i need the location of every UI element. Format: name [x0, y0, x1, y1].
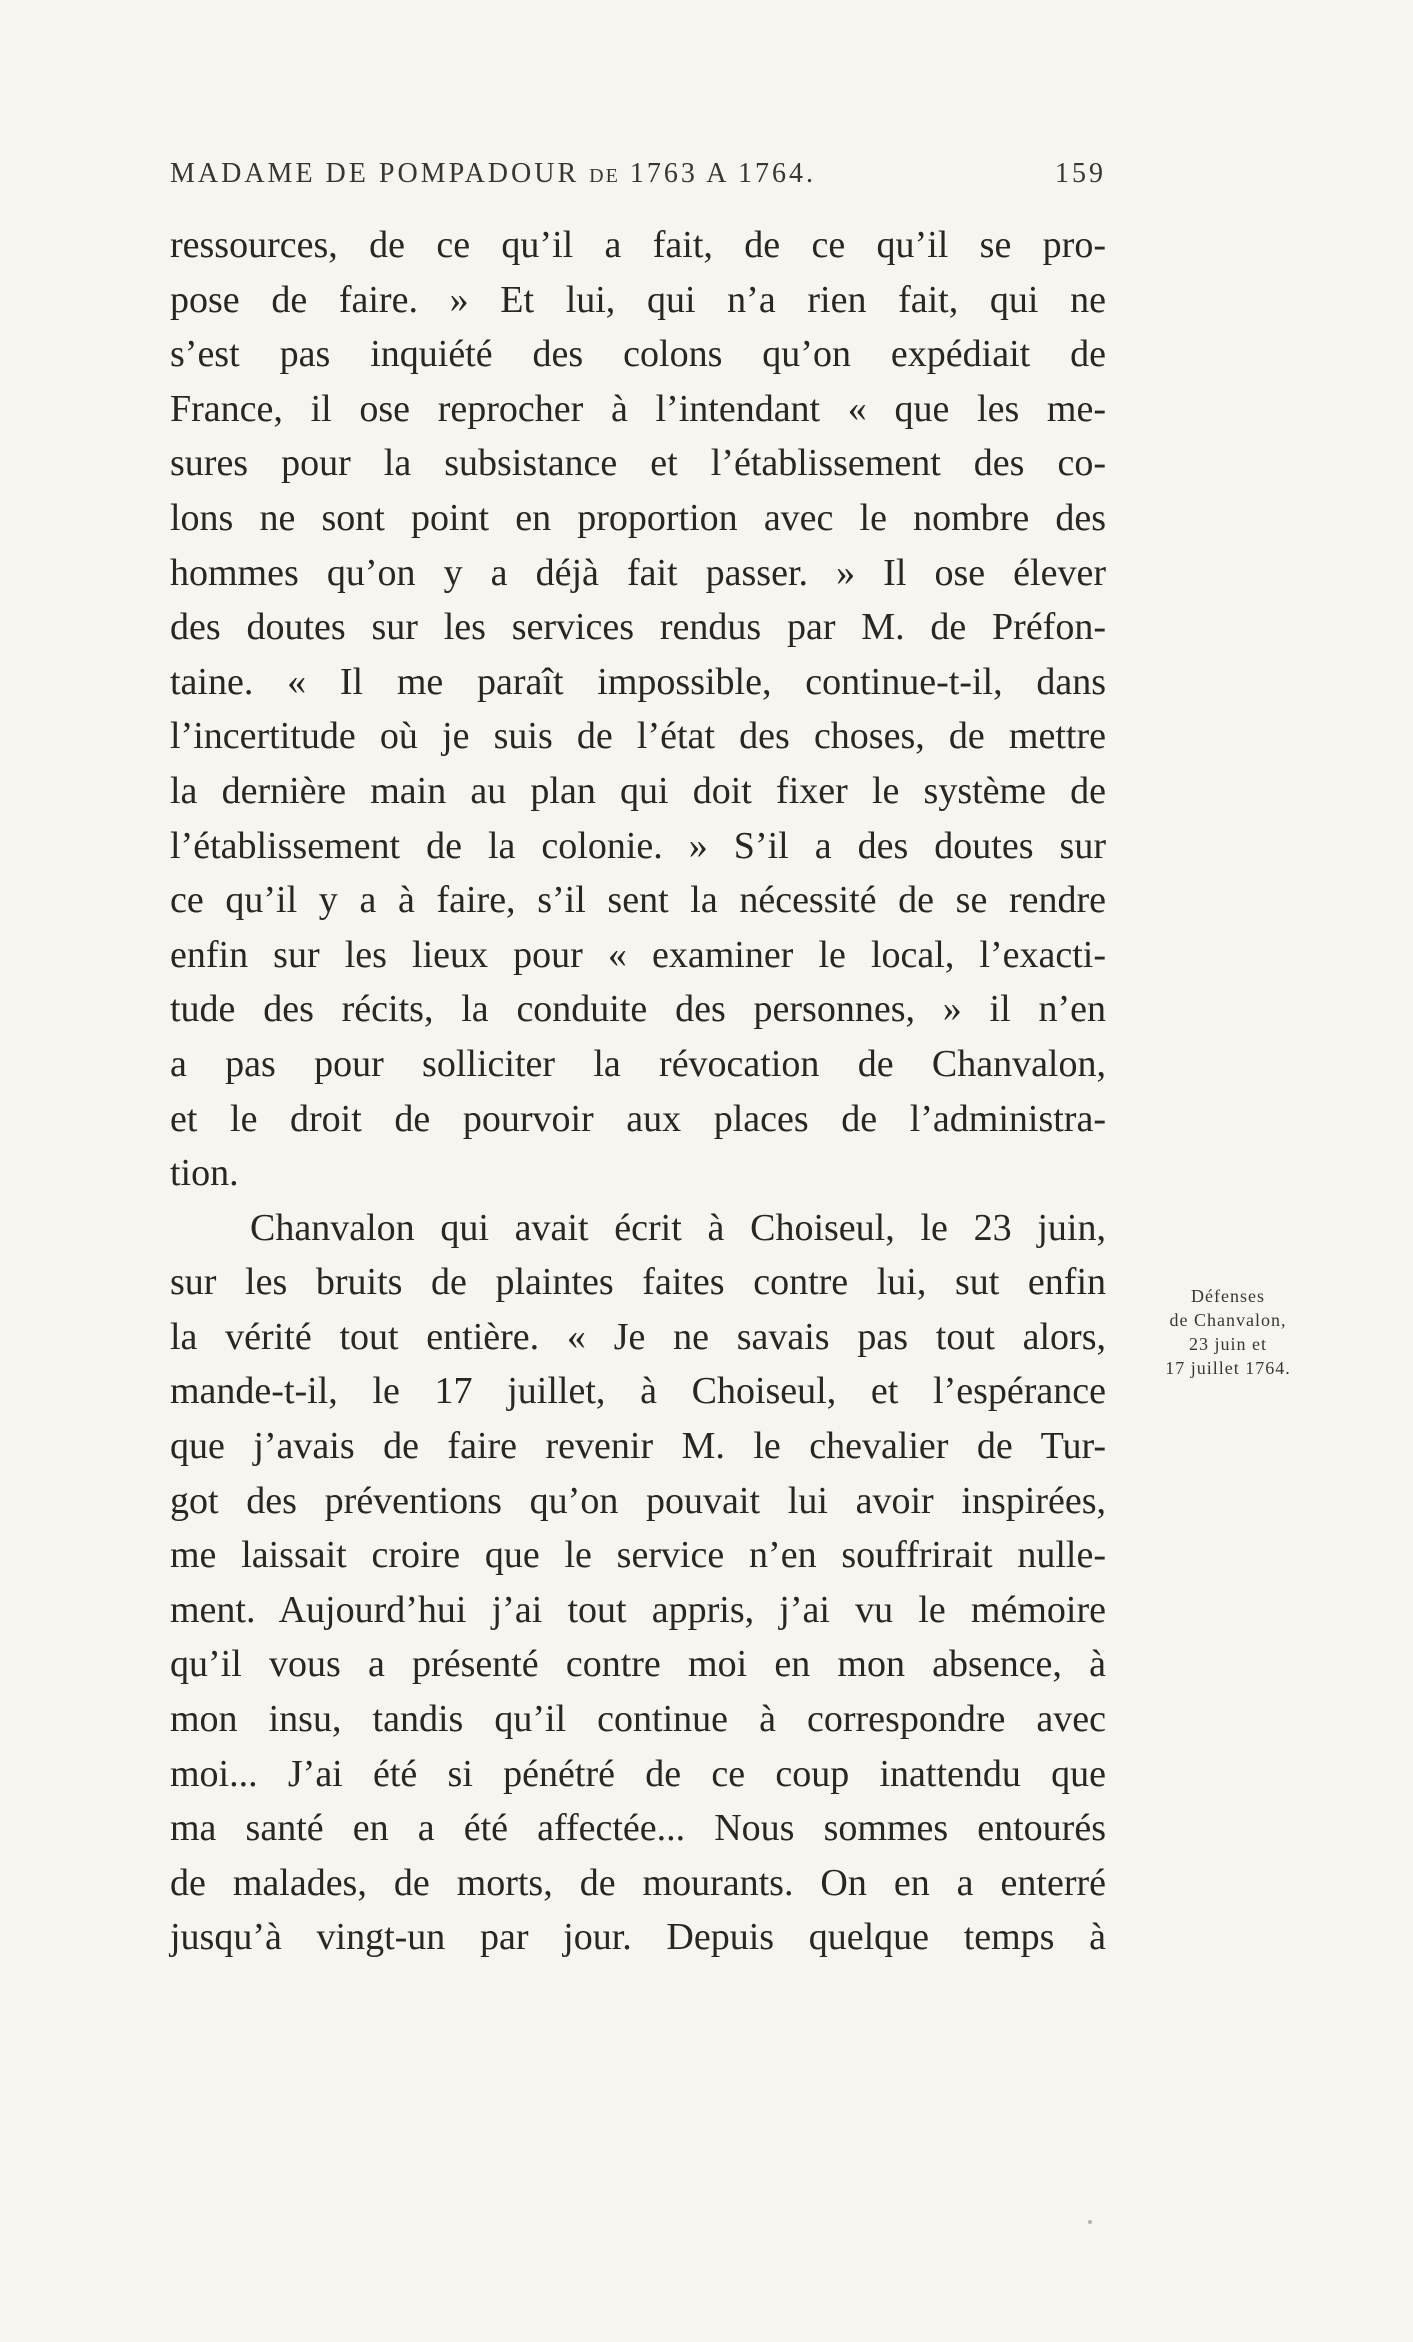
margin-note-line: Défenses — [1191, 1286, 1265, 1306]
text-line: moi... J’ai été si pénétré de ce coup inattendu que — [170, 1752, 1106, 1795]
text-line: ma santé en a été affectée... Nous sommes entourés — [170, 1807, 1106, 1850]
paragraph-2 — [170, 1201, 1106, 1965]
margin-note-line: de Chanvalon, — [1169, 1310, 1287, 1330]
text-line: la dernière main au plan qui doit fixer le système de — [170, 769, 1106, 812]
text-line: France, il ose reprocher à l’intendant « que les me- — [170, 387, 1106, 430]
text-line: hommes qu’on y a déjà fait passer. » Il ose élever — [170, 551, 1106, 594]
text-line: tude des récits, la conduite des personnes, » il n’en — [170, 988, 1106, 1031]
text-line: mon insu, tandis qu’il continue à correspondre avec — [170, 1698, 1106, 1741]
text-line: des doutes sur les services rendus par M. de Préfon- — [170, 606, 1106, 649]
text-line: sures pour la subsistance et l’établissement des co- — [170, 442, 1106, 485]
text-line: lons ne sont point en proportion avec le nombre des — [170, 496, 1106, 539]
text-line: et le droit de pourvoir aux places de l’administra- — [170, 1097, 1106, 1140]
text-line: jusqu’à vingt-un par jour. Depuis quelque temps à — [170, 1916, 1106, 1959]
text-line: ment. Aujourd’hui j’ai tout appris, j’ai vu le mémoire — [170, 1588, 1106, 1631]
text-line: l’établissement de la colonie. » S’il a des doutes sur — [170, 824, 1106, 867]
running-head-title-main: MADAME DE POMPADOUR — [170, 158, 580, 189]
margin-note — [1128, 1284, 1328, 1380]
text-line: enfin sur les lieux pour « examiner le local, l’exacti- — [170, 933, 1106, 976]
text-line: mande-t-il, le 17 juillet, à Choiseul, et l’espérance — [170, 1370, 1106, 1413]
paragraph-1 — [170, 218, 1106, 1201]
running-head — [170, 158, 1106, 198]
text-line: me laissait croire que le service n’en souffrirait nulle- — [170, 1534, 1106, 1577]
text-line: ce qu’il y a à faire, s’il sent la nécessité de se rendre — [170, 879, 1106, 922]
text-line: s’est pas inquiété des colons qu’on expédiait de — [170, 333, 1106, 376]
running-head-title-years: 1763 A 1764. — [629, 158, 816, 189]
text-line: qu’il vous a présenté contre moi en mon absence, à — [170, 1643, 1106, 1686]
text-line: ressources, de ce qu’il a fait, de ce qu’il se pro- — [170, 224, 1106, 266]
text-line: sur les bruits de plaintes faites contre lui, sut enfin — [170, 1261, 1106, 1304]
text-line: Chanvalon qui avait écrit à Choiseul, le 23 juin, — [250, 1206, 1106, 1249]
text-line: la vérité tout entière. « Je ne savais pas tout alors, — [170, 1315, 1106, 1358]
text-line: que j’avais de faire revenir M. le chevalier de Tur- — [170, 1425, 1106, 1468]
text-line: pose de faire. » Et lui, qui n’a rien fait, qui ne — [170, 278, 1106, 321]
running-head-title — [170, 158, 816, 190]
text-line: taine. « Il me paraît impossible, continue-t-il, dans — [170, 660, 1106, 703]
text-line: de malades, de morts, de mourants. On en a enterré — [170, 1861, 1106, 1904]
text-line: l’incertitude où je suis de l’état des choses, de mettre — [170, 715, 1106, 758]
page-number: 159 — [1055, 158, 1106, 189]
margin-note-line: 17 juillet 1764. — [1165, 1358, 1291, 1378]
running-head-title-de: DE — [589, 165, 620, 187]
text-line: tion. — [170, 1152, 239, 1195]
body-text — [170, 218, 1106, 1965]
paper-speck — [1088, 2220, 1092, 2224]
text-line: got des préventions qu’on pouvait lui avoir inspirées, — [170, 1479, 1106, 1522]
text-line: a pas pour solliciter la révocation de Chanvalon, — [170, 1042, 1106, 1085]
margin-note-line: 23 juin et — [1189, 1334, 1267, 1354]
